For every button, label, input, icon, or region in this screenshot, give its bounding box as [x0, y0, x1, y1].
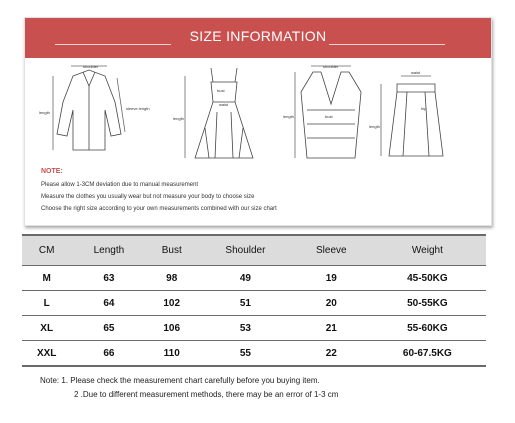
- header-bust: Bust: [146, 235, 197, 266]
- size-cell: XXL: [22, 341, 71, 367]
- header-shoulder: Shoulder: [197, 235, 294, 266]
- table-row: [22, 316, 486, 341]
- banner-rule-left: [55, 44, 171, 45]
- sleeve-cell: 20: [294, 291, 369, 316]
- table-row: [22, 341, 486, 367]
- bust-cell: 110: [146, 341, 197, 367]
- size-chart-table: [22, 234, 486, 367]
- sleeve-cell: 19: [294, 266, 369, 291]
- size-cell: XL: [22, 316, 71, 341]
- top-shoulder-label: shoulder: [323, 64, 339, 69]
- footnote-line-1: Note: 1. Please check the measurement chart carefully before you buying item.: [40, 376, 320, 385]
- shirt-sleeve-label: sleeve length: [126, 106, 150, 111]
- footnote-line-2: 2 .Due to different measurement methods, there may be an error of 1-3 cm: [74, 390, 339, 399]
- shirt-diagram: [53, 66, 125, 150]
- weight-cell: 60-67.5KG: [369, 341, 486, 367]
- header-weight: Weight: [369, 235, 486, 266]
- skirt-hip-label: hip: [421, 106, 427, 111]
- length-cell: 65: [71, 316, 146, 341]
- top-diagram: [295, 66, 361, 158]
- top-bust-label: bust: [325, 114, 333, 119]
- weight-cell: 55-60KG: [369, 316, 486, 341]
- bust-cell: 102: [146, 291, 197, 316]
- table-row: [22, 291, 486, 316]
- bust-cell: 98: [146, 266, 197, 291]
- header-length: Length: [71, 235, 146, 266]
- note-title: NOTE:: [41, 168, 63, 175]
- size-cell: L: [22, 291, 71, 316]
- skirt-length-label: length: [369, 124, 380, 129]
- bust-cell: 106: [146, 316, 197, 341]
- length-cell: 63: [71, 266, 146, 291]
- weight-cell: 50-55KG: [369, 291, 486, 316]
- shoulder-cell: 55: [197, 341, 294, 367]
- skirt-waist-label: waist: [411, 70, 421, 75]
- table-row: [22, 266, 486, 291]
- shoulder-cell: 53: [197, 316, 294, 341]
- shoulder-cell: 49: [197, 266, 294, 291]
- sleeve-cell: 22: [294, 341, 369, 367]
- shoulder-cell: 51: [197, 291, 294, 316]
- dress-diagram: [185, 68, 253, 158]
- banner-title: SIZE INFORMATION: [189, 28, 327, 44]
- size-cell: M: [22, 266, 71, 291]
- table-header-row: [22, 235, 486, 266]
- note-line: Choose the right size according to your own measurements combined with our size chart: [41, 206, 277, 212]
- note-line: Please allow 1-3CM deviation due to manual measurement: [41, 182, 199, 188]
- shirt-shoulder-label: shoulder: [83, 64, 99, 69]
- weight-cell: 45-50KG: [369, 266, 486, 291]
- sleeve-cell: 21: [294, 316, 369, 341]
- length-cell: 66: [71, 341, 146, 367]
- size-info-panel: [24, 17, 492, 226]
- banner-rule-right: [329, 44, 445, 45]
- skirt-diagram: [381, 76, 443, 156]
- garment-measurement-diagrams: [25, 62, 491, 174]
- length-cell: 64: [71, 291, 146, 316]
- shirt-length-label: length: [39, 110, 50, 115]
- dress-length-label: length: [173, 116, 184, 121]
- header-cm: CM: [22, 235, 71, 266]
- dress-waist-label: waist: [219, 102, 229, 107]
- dress-bust-label: bust: [217, 88, 225, 93]
- size-info-banner: [25, 18, 491, 58]
- note-line: Measure the clothes you usually wear but not measure your body to choose size: [41, 194, 255, 200]
- header-sleeve: Sleeve: [294, 235, 369, 266]
- top-length-label: length: [283, 114, 294, 119]
